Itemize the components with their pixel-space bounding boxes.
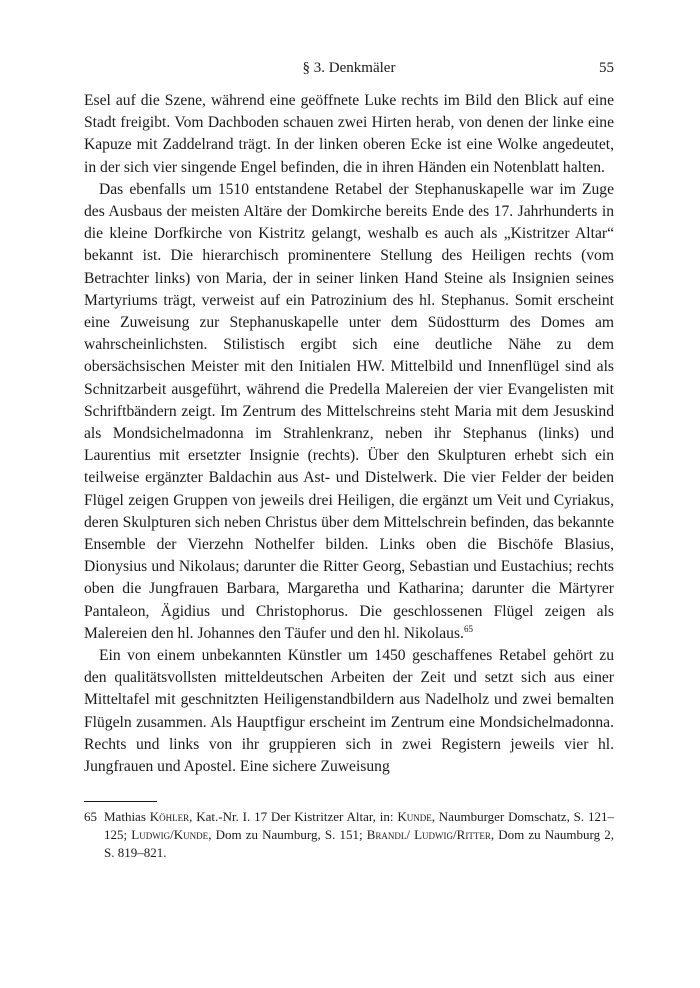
text-segment: Das ebenfalls um 1510 entstandene Retabel der Stephanuskapelle war im Zuge des Ausbaus der meisten Altäre der Domkirche bereits Ende des 17. Jahrhunderts in die kleine Dorfkirche von Kistritz gelangt, weshalb es auch als „Kistritzer Altar“ bekannt ist. Die hierarchisch prominentere Stellung des Heiligen rechts (vom Betrachter links) von Maria, der in seiner linken Hand Steine als Insignien seines Martyriums trägt, verweist auf ein Patrozinium des hl. Stephanus. Somit erscheint eine Zuweisung zur Stephanuskapelle unter dem Südostturm des Domes am wahrscheinlichsten. Stilistisch ergibt sich eine deutliche Nähe zu dem obersächsischen Meister mit den Initialen HW. Mittelbild und Innenflügel sind als Schnitzarbeit ausgeführt, während die Predella Malereien der vier Evangelisten mit Schriftbändern zeigt. Im Zentrum des Mittelschreins steht Maria mit dem Jesuskind als Mondsichelmadonna im Strahlenkranz, neben ihr Stephanus (links) und Laurentius mit ersetzter Insignie (rechts). Über den Skulpturen erhebt sich ein teilweise ergänzter Baldachin aus Ast- und Distelwerk. Die vier Felder der beiden Flügel zeigen Gruppen von jeweils drei Heiligen, die ergänzt um Veit und Cyriakus, deren Skulpturen sich neben Christus über dem Mittelschrein befinden, das bekannte Ensemble der Vierzehn Nothelfer bilden. Links oben die Bischöfe Blasius, Dionysius und Nikolaus; darunter die Ritter Georg, Sebastian und Eustachius; rechts oben die Jungfrauen Barbara, Margaretha und Katharina; darunter die Märtyrer Pantaleon, Ägidius und Christophorus. Die geschlossenen Flügel zeigen als Malereien den hl. Johannes den Täufer und den hl. Nikolaus. bbox=[84, 180, 614, 642]
running-title: § 3. Denkmäler bbox=[302, 60, 396, 76]
footnote bbox=[84, 808, 614, 862]
running-header bbox=[84, 60, 614, 84]
text-segment: Mathias bbox=[104, 809, 150, 824]
paragraph bbox=[84, 645, 614, 778]
footnote-text bbox=[104, 808, 614, 862]
footnote-reference: 65 bbox=[463, 623, 473, 634]
author-name: Kunde bbox=[397, 809, 432, 824]
footnote-divider bbox=[84, 801, 157, 802]
text-segment: , Naumburger Domschatz, S. 121–125; bbox=[104, 809, 614, 842]
text-segment: , Dom zu Naumburg 2, S. 819–821. bbox=[104, 827, 614, 860]
footnotes bbox=[84, 808, 614, 862]
author-name: Brandl/ Ludwig/Ritter bbox=[366, 827, 491, 842]
page-number: 55 bbox=[599, 60, 614, 76]
text-segment: Esel auf die Szene, während eine geöffnete Luke rechts im Bild den Blick auf eine Stadt freigibt. Vom Dachboden schauen zwei Hirten herab, von denen der linke eine Kapuze mit Zaddelrand trägt. In der linken oberen Ecke ist eine Wolke angedeutet, in der sich vier singende Engel befinden, die in ihren Händen ein Notenblatt halten. bbox=[84, 92, 614, 176]
author-name: Ludwig/Kunde bbox=[131, 827, 209, 842]
text-segment: , Dom zu Naumburg, S. 151; bbox=[208, 827, 367, 842]
text-segment: , Kat.-Nr. I. 17 Der Kistritzer Altar, in: bbox=[189, 809, 398, 824]
main-text bbox=[84, 90, 614, 778]
text-segment: Ein von einem unbekannten Künstler um 1450 geschaffenes Retabel gehört zu den qualitätsvollsten mitteldeutschen Arbeiten der Zeit und setzt sich aus einer Mitteltafel mit geschnitzten Heiligenstandbildern aus Nadelholz und zwei bemalten Flügeln zusammen. Als Hauptfigur erscheint im Zentrum eine Mondsichelmadonna. Rechts und links von ihr gruppieren sich in zwei Registern jeweils vier hl. Jungfrauen und Apostel. Eine sichere Zuweisung bbox=[84, 647, 614, 776]
footnote-number: 65 bbox=[84, 809, 97, 824]
paragraph bbox=[84, 90, 614, 179]
paragraph bbox=[84, 179, 614, 645]
author-name: Köhler bbox=[149, 809, 190, 824]
